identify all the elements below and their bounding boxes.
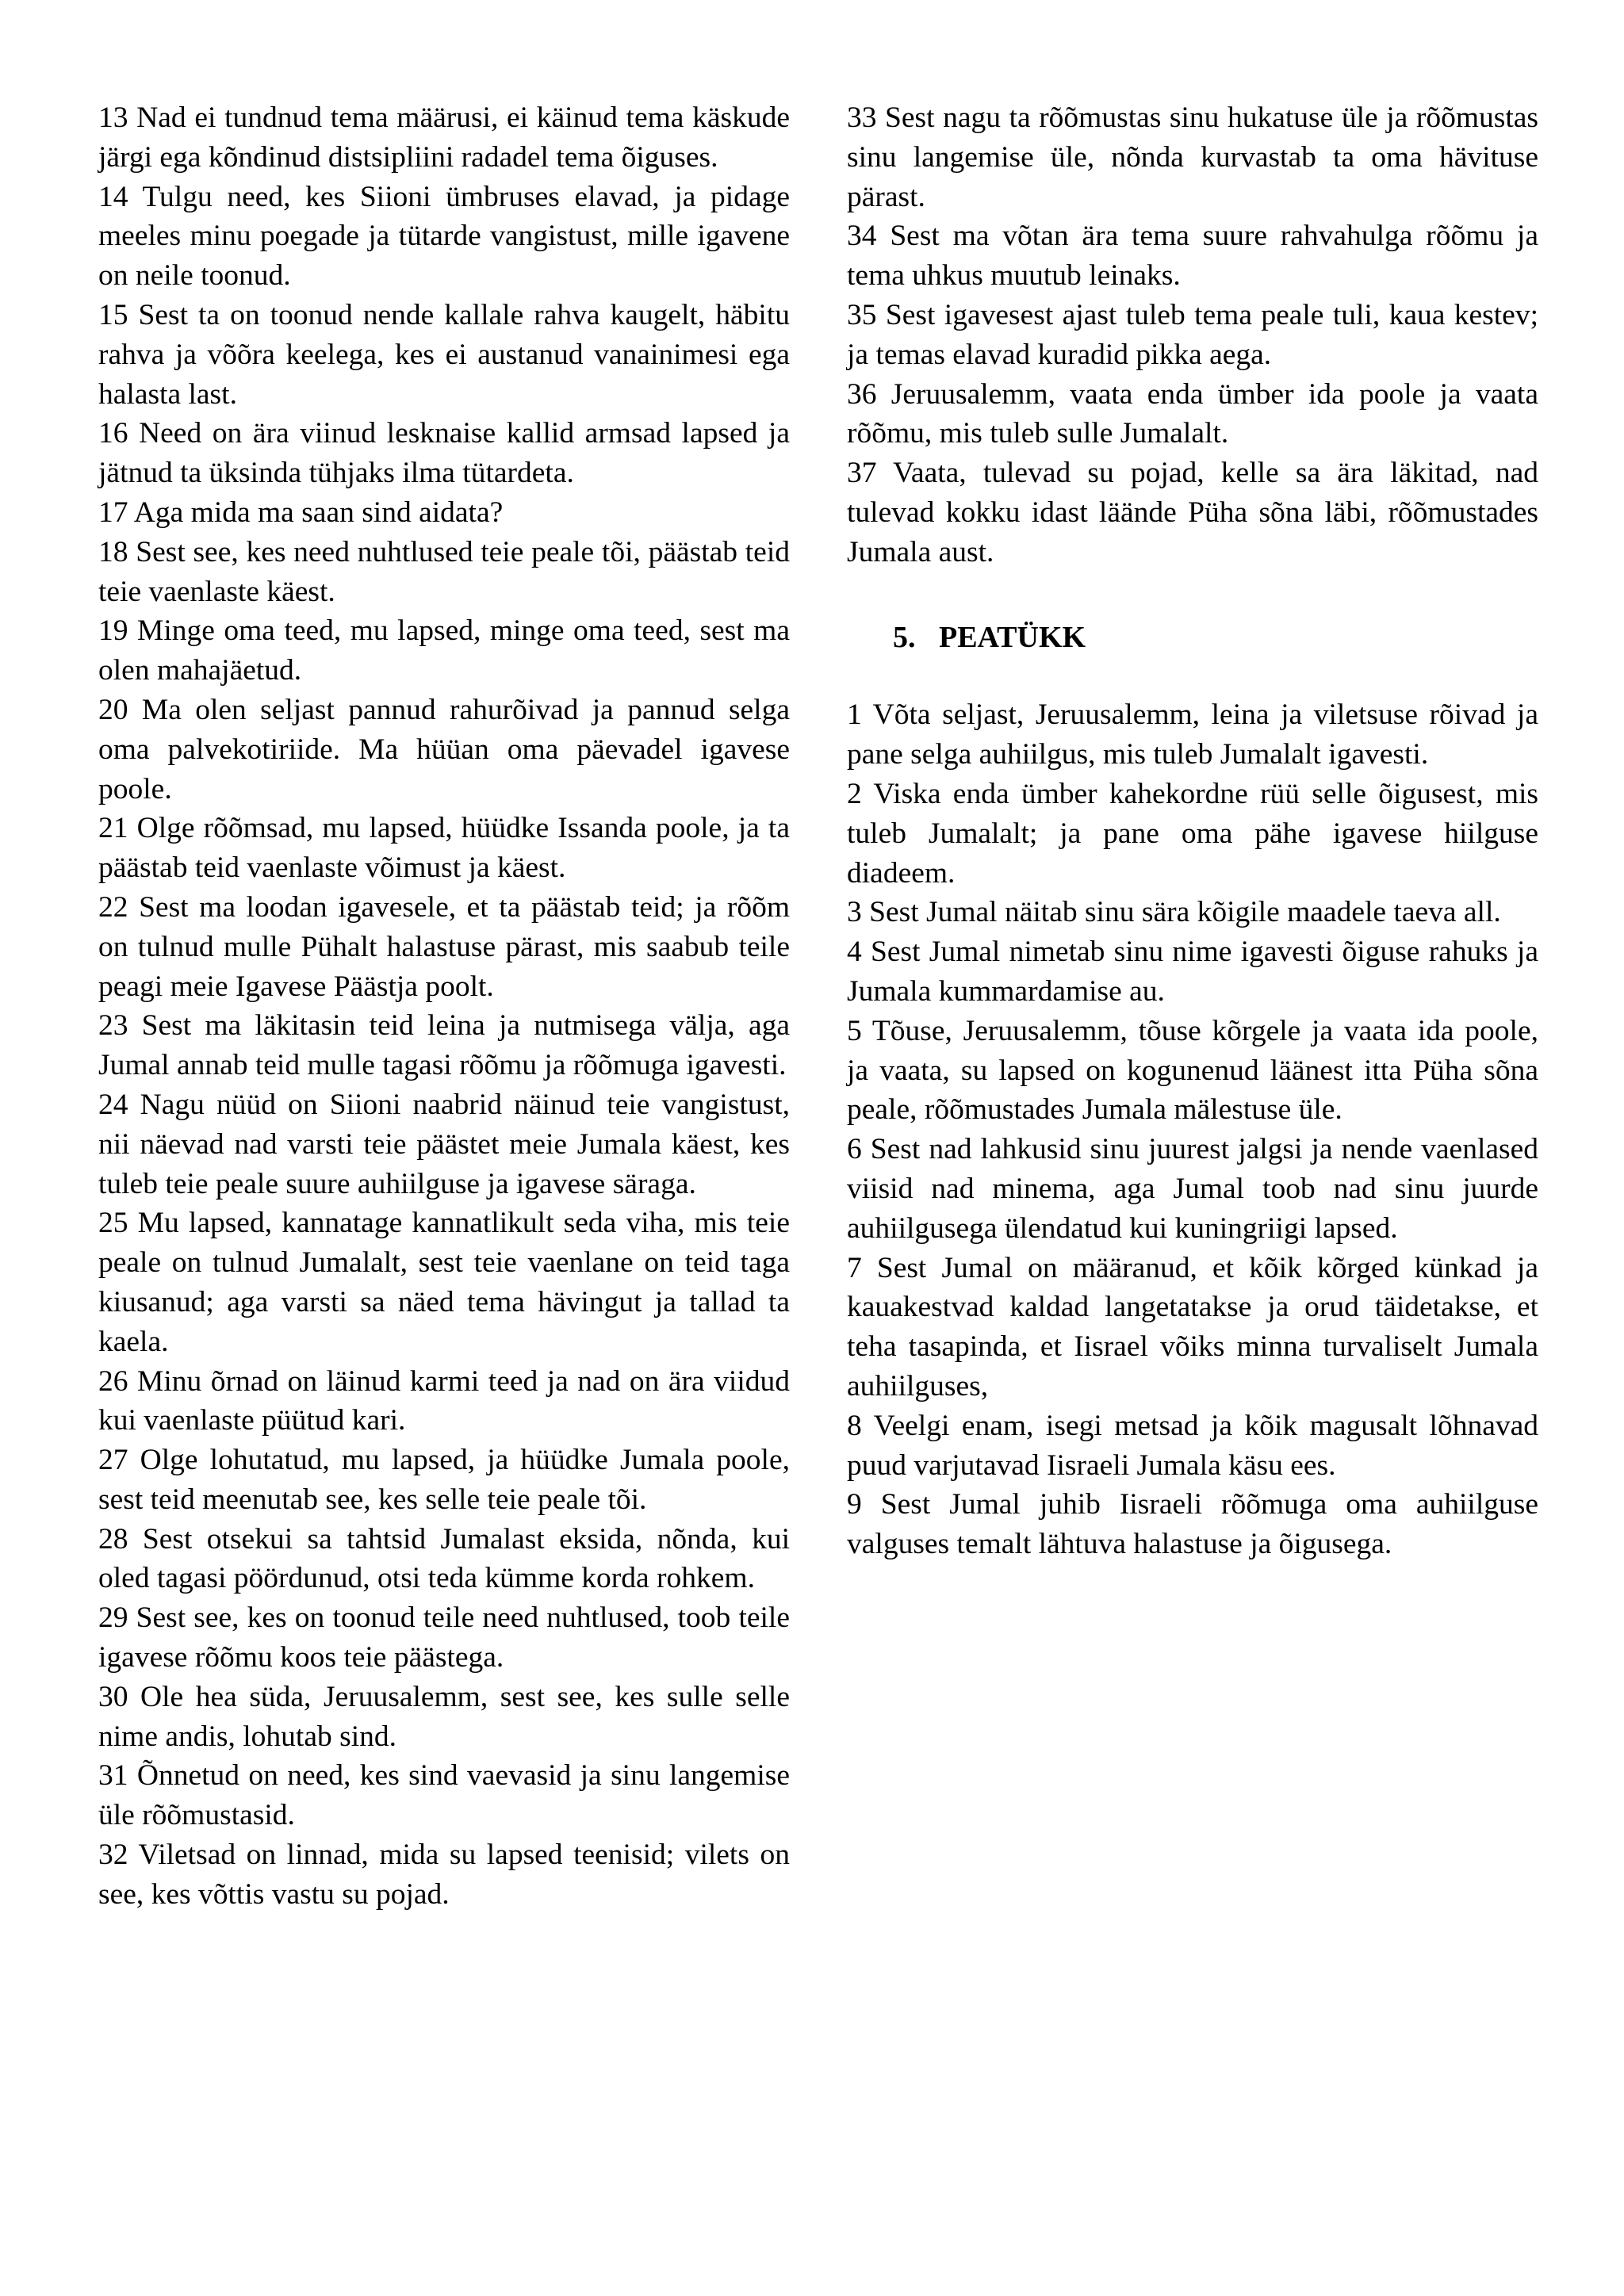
chapter-heading xyxy=(893,618,1538,658)
verse-33: 33 Sest nagu ta rõõmustas sinu hukatuse üle ja rõõmustas sinu langemise üle, nõnda kurvastab ta oma hävituse pärast. xyxy=(847,101,1538,213)
chapter5-verse-1: 1 Võta seljast, Jeruusalemm, leina ja viletsuse rõivad ja pane selga auhiilgus, mis tuleb Jumalalt igavesti. xyxy=(847,698,1538,771)
verse-31: 31 Õnnetud on need, kes sind vaevasid ja sinu langemise üle rõõmustasid. xyxy=(98,1759,790,1832)
verse-13: 13 Nad ei tundnud tema määrusi, ei käinud tema käskude järgi ega kõndinud distsipliini radadel tema õiguses. xyxy=(98,101,790,174)
chapter5-verse-8: 8 Veelgi enam, isegi metsad ja kõik magusalt lõhnavad puud varjutavad Iisraeli Jumala käsu ees. xyxy=(847,1409,1538,1482)
chapter5-verse-7: 7 Sest Jumal on määranud, et kõik kõrged künkad ja kauakestvad kaldad langetatakse ja orud täidetakse, et teha tasapinda, et Iisrael võiks minna turvaliselt Jumala auhiilguses, xyxy=(847,1251,1538,1402)
verse-32: 32 Viletsad on linnad, mida su lapsed teenisid; vilets on see, kes võttis vastu su pojad. xyxy=(98,1839,790,1911)
verse-20: 20 Ma olen seljast pannud rahurõivad ja pannud selga oma palvekotiriide. Ma hüüan oma päevadel igavese poole. xyxy=(98,693,790,806)
chapter-title: PEATÜKK xyxy=(939,620,1086,654)
verse-25: 25 Mu lapsed, kannatage kannatlikult seda viha, mis teie peale on tulnud Jumalalt, sest teie vaenlane on teid taga kiusanud; aga varsti sa näed tema hävingut ja tallad ta kaela. xyxy=(98,1207,790,1358)
verse-21: 21 Olge rõõmsad, mu lapsed, hüüdke Issanda poole, ja ta päästab teid vaenlaste võimust ja käest. xyxy=(98,812,790,885)
right-column xyxy=(847,98,1538,1564)
verse-28: 28 Sest otsekui sa tahtsid Jumalast eksida, nõnda, kui oled tagasi pöördunud, otsi teda kümme korda rohkem. xyxy=(98,1522,790,1595)
verse-30: 30 Ole hea süda, Jeruusalemm, sest see, kes sulle selle nime andis, lohutab sind. xyxy=(98,1680,790,1753)
verse-34: 34 Sest ma võtan ära tema suure rahvahulga rõõmu ja tema uhkus muutub leinaks. xyxy=(847,220,1538,293)
verse-18: 18 Sest see, kes need nuhtlused teie peale tõi, päästab teid teie vaenlaste käest. xyxy=(98,535,790,608)
verse-15: 15 Sest ta on toonud nende kallale rahva kaugelt, häbitu rahva ja võõra keelega, kes ei austanud vanainimesi ega halasta last. xyxy=(98,298,790,411)
verse-35: 35 Sest igavesest ajast tuleb tema peale tuli, kaua kestev; ja temas elavad kuradid pikka aega. xyxy=(847,298,1538,371)
verse-17: 17 Aga mida ma saan sind aidata? xyxy=(98,496,504,529)
chapter5-verse-9: 9 Sest Jumal juhib Iisraeli rõõmuga oma auhiilguse valguses temalt lähtuva halastuse ja õigusega. xyxy=(847,1488,1538,1561)
verse-36: 36 Jeruusalemm, vaata enda ümber ida poole ja vaata rõõmu, mis tuleb sulle Jumalalt. xyxy=(847,377,1538,450)
verse-24: 24 Nagu nüüd on Siioni naabrid näinud teie vangistust, nii näevad nad varsti teie päästet meie Jumala käest, kes tuleb teie peale suure auhiilguse ja igavese säraga. xyxy=(98,1088,790,1200)
chapter-number: 5. xyxy=(893,620,916,654)
left-column xyxy=(98,98,790,1915)
verse-22: 22 Sest ma loodan igavesele, et ta päästab teid; ja rõõm on tulnud mulle Pühalt halastuse pärast, mis saabub teile peagi meie Igavese Päästja poolt. xyxy=(98,890,790,1003)
verse-26: 26 Minu õrnad on läinud karmi teed ja nad on ära viidud kui vaenlaste püütud kari. xyxy=(98,1364,790,1437)
chapter5-verse-5: 5 Tõuse, Jeruusalemm, tõuse kõrgele ja vaata ida poole, ja vaata, su lapsed on kogunenud läänest itta Püha sõna peale, rõõmustades Jumala mälestuse üle. xyxy=(847,1014,1538,1127)
chapter5-verse-4: 4 Sest Jumal nimetab sinu nime igavesti õiguse rahuks ja Jumala kummardamise au. xyxy=(847,936,1538,1008)
verse-14: 14 Tulgu need, kes Siioni ümbruses elavad, ja pidage meeles minu poegade ja tütarde vangistust, mille igavene on neile toonud. xyxy=(98,180,790,293)
verse-19: 19 Minge oma teed, mu lapsed, minge oma teed, sest ma olen mahajäetud. xyxy=(98,614,790,687)
verse-16: 16 Need on ära viinud lesknaise kallid armsad lapsed ja jätnud ta üksinda tühjaks ilma tütardeta. xyxy=(98,417,790,490)
verse-37: 37 Vaata, tulevad su pojad, kelle sa ära läkitad, nad tulevad kokku idast läände Püha sõna läbi, rõõmustades Jumala aust. xyxy=(847,457,1538,568)
verse-27: 27 Olge lohutatud, mu lapsed, ja hüüdke Jumala poole, sest teid meenutab see, kes selle teie peale tõi. xyxy=(98,1444,790,1516)
verse-23: 23 Sest ma läkitasin teid leina ja nutmisega välja, aga Jumal annab teid mulle tagasi rõõmu ja rõõmuga igavesti. xyxy=(98,1009,790,1082)
chapter5-verse-3: 3 Sest Jumal näitab sinu sära kõigile maadele taeva all. xyxy=(847,896,1501,929)
verse-29: 29 Sest see, kes on toonud teile need nuhtlused, toob teile igavese rõõmu koos teie päästega. xyxy=(98,1601,790,1674)
chapter5-verse-2: 2 Viska enda ümber kahekordne rüü selle õigusest, mis tuleb Jumalalt; ja pane oma pähe igavese hiilguse diadeem. xyxy=(847,777,1538,890)
chapter5-verse-6: 6 Sest nad lahkusid sinu juurest jalgsi ja nende vaenlased viisid nad minema, aga Jumal toob nad sinu juurde auhiilgusega ülendatud kui kuningriigi lapsed. xyxy=(847,1133,1538,1245)
